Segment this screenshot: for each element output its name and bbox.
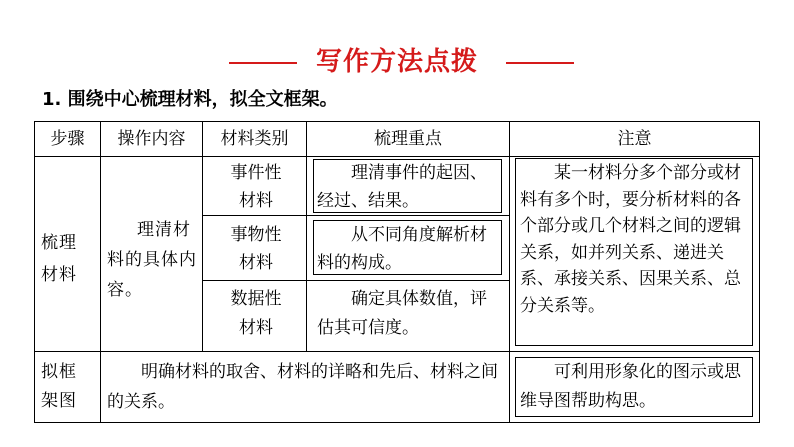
- header-category: 材料类别: [220, 128, 289, 149]
- step-sort-materials: 梳理材料: [41, 233, 77, 285]
- table-border-bottom: [34, 422, 760, 423]
- focus-data: 确定具体数值，评估其可信度。: [317, 289, 487, 338]
- header-focus: 梳理重点: [374, 128, 442, 149]
- table-border-left: [34, 121, 35, 423]
- step-draft-framework: 拟框架图: [41, 362, 77, 411]
- section-title: 写作方法点拨: [315, 47, 478, 77]
- section-header: [0, 46, 794, 78]
- method-table: [34, 121, 760, 423]
- category-event: 事件性材料: [230, 163, 282, 211]
- header-operation: 操作内容: [117, 128, 186, 149]
- header-note: 注意: [617, 128, 652, 149]
- header-step: 步骤: [50, 128, 85, 149]
- row-divider: [34, 351, 760, 352]
- category-data: 数据性材料: [230, 289, 282, 338]
- subheading: 1. 围绕中心梳理材料，拟全文框架。: [42, 89, 338, 110]
- col-divider-1: [100, 121, 101, 423]
- subrow-divider-2: [202, 280, 509, 281]
- note-draft-framework: 可利用形象化的图示或思维导图帮助构思。: [520, 362, 741, 411]
- table-border-right: [759, 121, 760, 423]
- header-row-divider: [34, 156, 760, 157]
- focus-event: 理清事件的起因、经过、结果。: [317, 163, 487, 211]
- col-divider-4: [509, 121, 510, 423]
- focus-object: 从不同角度解析材料的构成。: [317, 225, 487, 273]
- operation-sort-materials: 理清材料的具体内容。: [107, 220, 197, 300]
- category-object: 事物性材料: [230, 225, 282, 273]
- content-draft-framework: 明确材料的取舍、材料的详略和先后、材料之间的关系。: [107, 362, 498, 412]
- header-right-rule: [506, 62, 574, 64]
- note-sort-materials: 某一材料分多个部分或材料有多个时，要分析材料的各个部分或几个材料之间的逻辑关系，如并列关系、递进关系、承接关系、因果关系、总分关系等。: [520, 163, 741, 316]
